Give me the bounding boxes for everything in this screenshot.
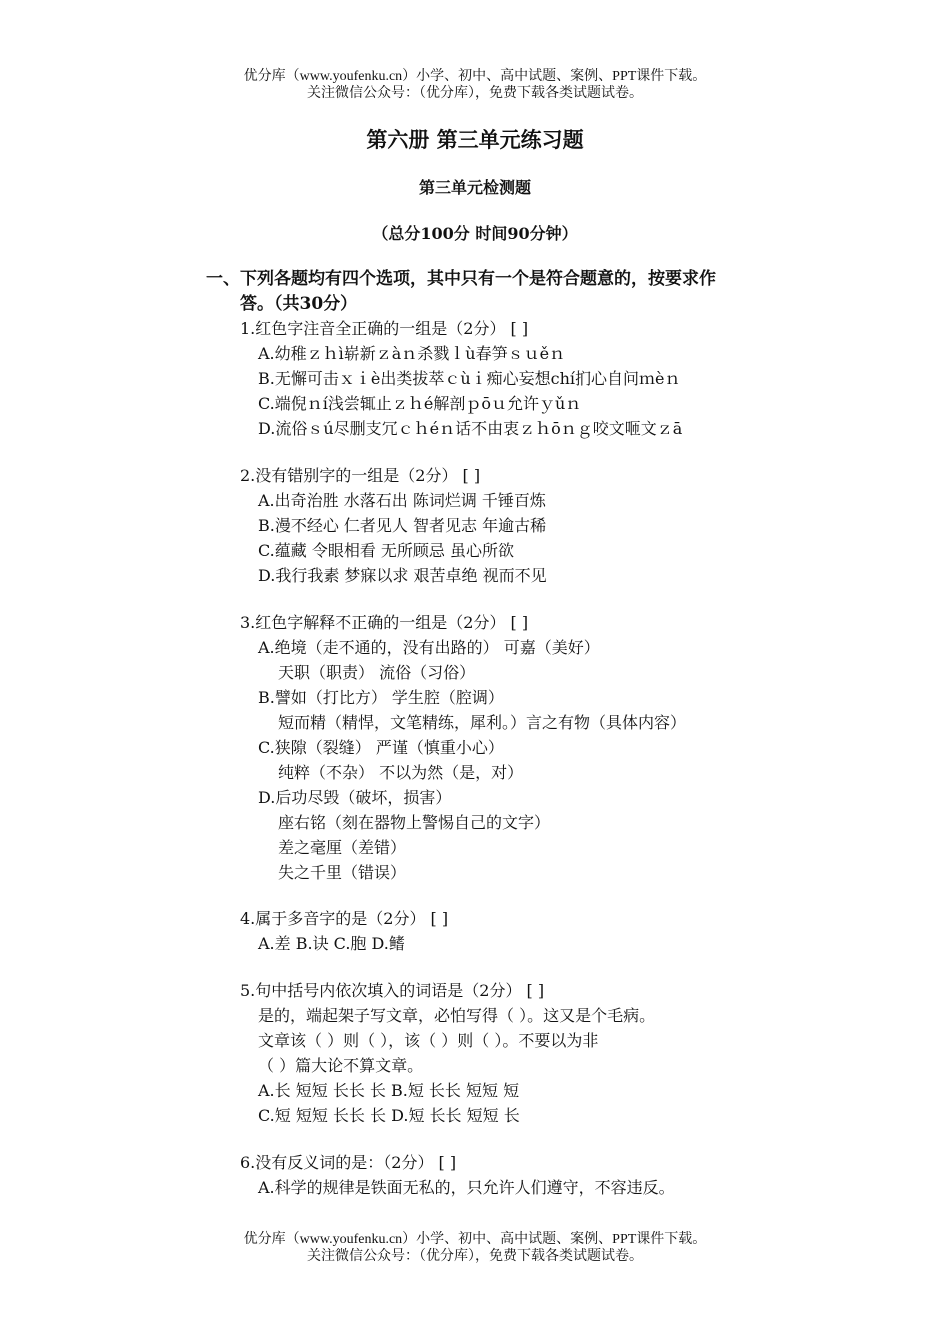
question-3-option-c-line-1: C.狭隙（裂缝） 严谨（慎重小心）	[258, 738, 504, 757]
question-3-option-b-line-2: 短而精（精悍，文笔精练，犀利。）言之有物（具体内容）	[278, 713, 687, 732]
question-1-stem: 1.红色字注音全正确的一组是（2分） [ ]	[240, 319, 529, 338]
question-2-stem: 2.没有错别字的一组是（2分） [ ]	[240, 466, 481, 485]
section-heading	[206, 267, 806, 317]
question-1-option-c: C.端倪ｎí浅尝辄止ｚｈé解剖ｐōｕ允许ｙǔｎ	[258, 394, 582, 413]
section-heading-line-2: 答。（共30分）	[240, 294, 358, 314]
footer-line-2: 关注微信公众号：（优分库），免费下载各类试题试卷。	[307, 1249, 643, 1264]
question-4-options: A.差 B.诀 C.胞 D.鳍	[258, 934, 405, 953]
question-2-option-d: D.我行我素 梦寐以求 艰苦卓绝 视而不见	[258, 566, 547, 585]
question-3-option-d-line-1: D.后功尽毁（破坏，损害）	[258, 788, 452, 807]
question-3-option-d-line-4: 失之千里（错误）	[278, 863, 407, 882]
question-1-option-a: A.幼稚ｚｈì崭新ｚàｎ杀戮ｌù春笋ｓｕěｎ	[258, 344, 566, 363]
question-3-option-b-line-1: B.譬如（打比方） 学生腔（腔调）	[258, 688, 504, 707]
question-3-option-d-line-2: 座右铭（刻在器物上警惕自己的文字）	[278, 813, 551, 832]
question-1-option-b: B.无懈可击ｘｉè出类拔萃ｃùｉ痴心妄想chí扪心自问ｍèｎ	[258, 369, 681, 388]
question-1-option-d: D.流俗ｓú尽删支冗ｃｈéｎ话不由衷ｚｈōｎｇ咬文咂文ｚā	[258, 419, 683, 438]
question-3-option-d-line-3: 差之毫厘（差错）	[278, 838, 407, 857]
question-3-stem: 3.红色字解释不正确的一组是（2分） [ ]	[240, 613, 529, 632]
question-3-option-c-line-2: 纯粹（不杂） 不以为然（是，对）	[278, 763, 524, 782]
page-title: 第六册 第三单元练习题	[366, 127, 584, 152]
page-subtitle: 第三单元检测题	[418, 178, 531, 197]
question-2-option-c: C.蕴藏 令眼相看 无所顾忌 虽心所欲	[258, 541, 515, 560]
section-heading-line-1: 一、下列各题均有四个选项，其中只有一个是符合题意的，按要求作	[206, 269, 716, 289]
question-6-stem: 6.没有反义词的是：（2分） [ ]	[240, 1153, 457, 1172]
header-line-1: 优分库（www.youfenku.cn）小学、初中、高中试题、案例、PPT课件下载。	[243, 69, 707, 84]
question-3-option-a-line-2: 天职（职责） 流俗（习俗）	[278, 663, 476, 682]
question-5-stem: 5.句中括号内依次填入的词语是（2分） [ ]	[240, 981, 545, 1000]
header-line-2: 关注微信公众号：（优分库），免费下载各类试题试卷。	[307, 86, 643, 101]
question-5-sentence-1: 是的，端起架子写文章，必怕写得（ ）。这又是个毛病。	[258, 1006, 656, 1025]
question-6-option-a: A.科学的规律是铁面无私的，只允许人们遵守，不容违反。	[258, 1178, 675, 1197]
question-5-sentence-2: 文章该（ ）则（ ），该（ ）则（ ）。不要以为非	[258, 1031, 599, 1050]
question-2-option-b: B.漫不经心 仁者见人 智者见志 年逾古稀	[258, 516, 547, 535]
page-header	[0, 68, 950, 102]
question-4-stem: 4.属于多音字的是（2分） [ ]	[240, 909, 449, 928]
question-5-options-ab: A.长 短短 长长 长 B.短 长长 短短 短	[258, 1081, 520, 1100]
question-5-options-cd: C.短 短短 长长 长 D.短 长长 短短 长	[258, 1106, 520, 1125]
question-2-option-a: A.出奇治胜 水落石出 陈词烂调 千锤百炼	[258, 491, 546, 510]
score-info: （总分100分 时间90分钟）	[372, 224, 578, 243]
footer-line-1: 优分库（www.youfenku.cn）小学、初中、高中试题、案例、PPT课件下载。	[243, 1232, 707, 1247]
page-footer	[0, 1231, 950, 1265]
question-5-sentence-3: （ ）篇大论不算文章。	[258, 1056, 424, 1075]
question-3-option-a-line-1: A.绝境（走不通的，没有出路的） 可嘉（美好）	[258, 638, 600, 657]
